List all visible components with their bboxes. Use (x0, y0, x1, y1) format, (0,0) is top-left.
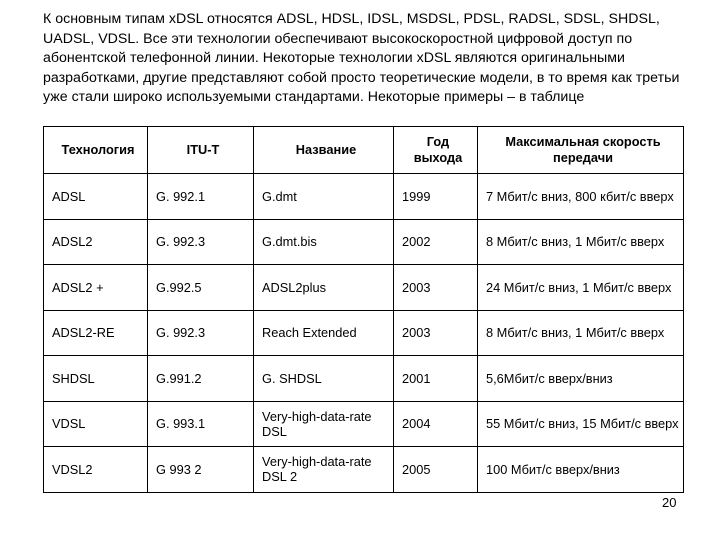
cell-technology: VDSL (44, 401, 148, 447)
cell-itu: G 993 2 (148, 447, 254, 493)
cell-speed: 8 Мбит/с вниз, 1 Мбит/с вверх (478, 310, 684, 356)
cell-year: 2005 (394, 447, 478, 493)
page-number: 20 (662, 495, 677, 510)
cell-itu: G. 992.3 (148, 219, 254, 265)
cell-name: Very-high-data-rate DSL (254, 401, 394, 447)
cell-year: 2003 (394, 310, 478, 356)
cell-speed: 24 Мбит/с вниз, 1 Мбит/с вверх (478, 265, 684, 311)
cell-speed: 100 Мбит/с вверх/вниз (478, 447, 684, 493)
table-row (44, 356, 684, 402)
cell-technology: SHDSL (44, 356, 148, 402)
table-row (44, 310, 684, 356)
cell-year: 2001 (394, 356, 478, 402)
cell-itu: G. 992.1 (148, 174, 254, 220)
cell-year: 1999 (394, 174, 478, 220)
table-row (44, 174, 684, 220)
cell-year: 2004 (394, 401, 478, 447)
cell-itu: G. 992.3 (148, 310, 254, 356)
cell-speed: 7 Мбит/с вниз, 800 кбит/с вверх (478, 174, 684, 220)
cell-technology: ADSL (44, 174, 148, 220)
cell-itu: G. 993.1 (148, 401, 254, 447)
cell-year: 2002 (394, 219, 478, 265)
cell-technology: ADSL2-RE (44, 310, 148, 356)
cell-technology: ADSL2 + (44, 265, 148, 311)
cell-itu: G.991.2 (148, 356, 254, 402)
cell-speed: 55 Мбит/с вниз, 15 Мбит/с вверх (478, 401, 684, 447)
cell-technology: VDSL2 (44, 447, 148, 493)
table-header-row (44, 127, 684, 174)
cell-name: Very-high-data-rate DSL 2 (254, 447, 394, 493)
header-year: Год выхода (394, 127, 478, 174)
intro-paragraph: К основным типам xDSL относятся ADSL, HDSL, IDSL, MSDSL, PDSL, RADSL, SDSL, SHDSL, UADSL, VDSL. Все эти технологии обеспечивают высокоскоростной цифровой доступ по абонентской телефонной линии. Некоторые технологии xDSL являются оригинальными разработками, другие представляют собой просто теоретические модели, в то время как третьи уже стали широко используемыми стандартами. Некоторые примеры – в таблице (43, 11, 680, 105)
xdsl-table (43, 126, 684, 493)
table-row (44, 265, 684, 311)
header-technology: Технология (44, 127, 148, 174)
header-name: Название (254, 127, 394, 174)
header-itu: ITU-T (148, 127, 254, 174)
table-row (44, 401, 684, 447)
cell-name: Reach Extended (254, 310, 394, 356)
cell-technology: ADSL2 (44, 219, 148, 265)
cell-itu: G.992.5 (148, 265, 254, 311)
cell-name: G.dmt (254, 174, 394, 220)
cell-speed: 5,6Мбит/с вверх/вниз (478, 356, 684, 402)
cell-year: 2003 (394, 265, 478, 311)
cell-name: ADSL2plus (254, 265, 394, 311)
cell-name: G. SHDSL (254, 356, 394, 402)
table-row (44, 447, 684, 493)
cell-name: G.dmt.bis (254, 219, 394, 265)
header-speed: Максимальная скорость передачи (478, 127, 684, 174)
table-row (44, 219, 684, 265)
cell-speed: 8 Мбит/с вниз, 1 Мбит/с вверх (478, 219, 684, 265)
